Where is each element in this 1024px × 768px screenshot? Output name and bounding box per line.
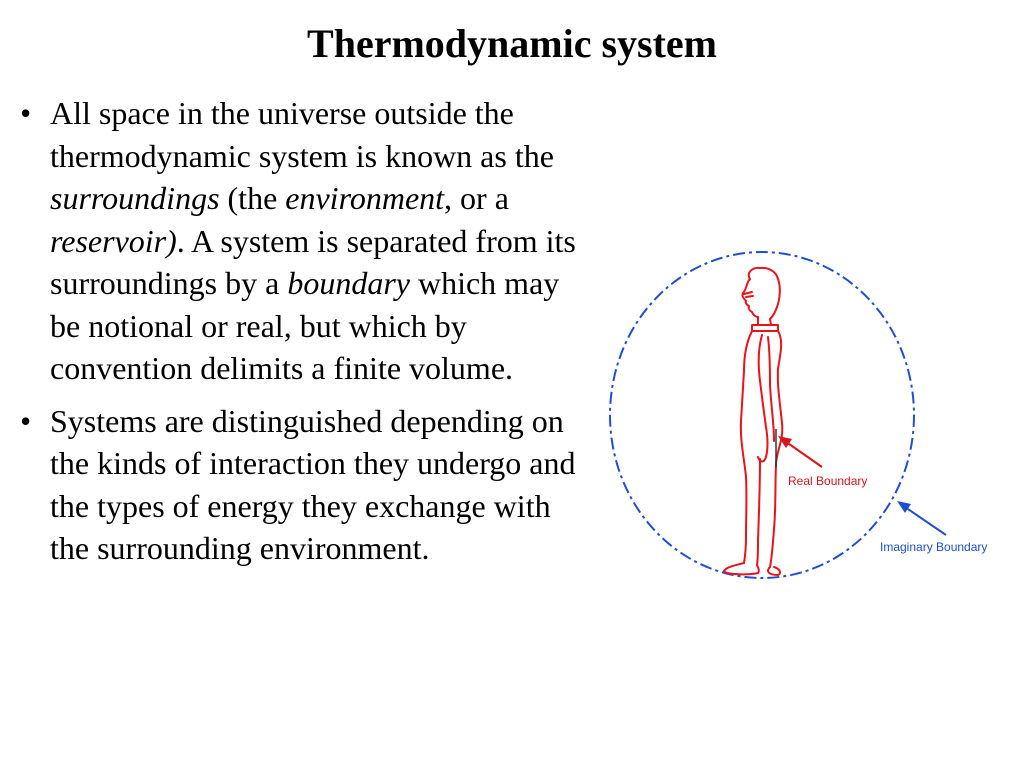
bullet-item: [20, 92, 590, 390]
term-environment: environment: [285, 180, 445, 216]
imaginary-boundary-label: Imaginary Boundary: [880, 540, 988, 554]
bullet-text: [50, 95, 576, 386]
bullet-text-segment: Systems are distinguished depending on the kinds of interaction they undergo and the types of energy they exchange with the surrounding environment.: [50, 402, 576, 566]
real-boundary-label: Real Boundary: [788, 474, 868, 488]
bullet-mark: •: [20, 402, 32, 439]
slide-title: Thermodynamic system: [307, 21, 717, 66]
bullet-mark: •: [20, 95, 32, 131]
person-figure: [724, 268, 782, 575]
bullet-text-segment: All space in the universe outside the thermodynamic system is known as the: [50, 95, 554, 174]
real-boundary-arrow: [778, 436, 822, 467]
bullet-text-segment: . A system is separated from its surroundings by a: [50, 222, 576, 301]
bullet-text-segment: , or a: [444, 180, 509, 216]
term-boundary: boundary: [287, 265, 410, 301]
term-surroundings: surroundings: [50, 180, 220, 216]
bullet-item: [20, 400, 590, 570]
imaginary-boundary-arrow: [897, 501, 946, 535]
bullet-text: [50, 403, 576, 567]
bullet-list: [20, 92, 590, 580]
bullet-text-segment: which may be notional or real, but which by convention delimits a finite volume.: [50, 265, 560, 386]
boundary-diagram: [600, 245, 1020, 595]
bullet-text-segment: (the: [219, 180, 286, 216]
term-reservoir: reservoir): [50, 222, 177, 259]
system-boundary-figure: [600, 245, 1020, 595]
imaginary-boundary-circle: [610, 252, 914, 578]
